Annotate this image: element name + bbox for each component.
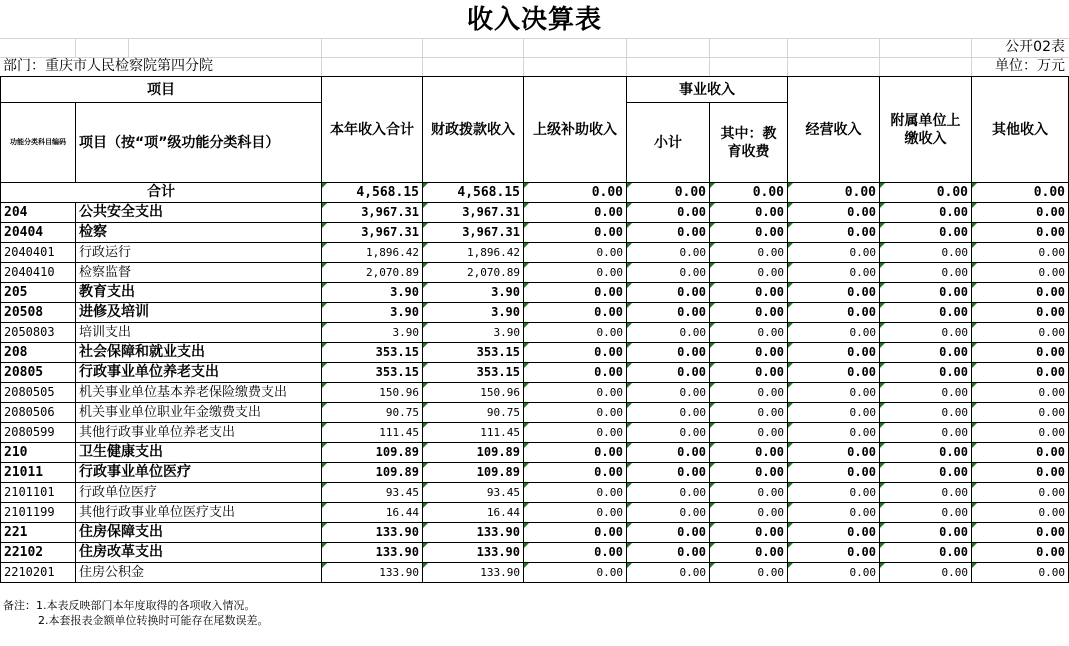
row-value: 2,070.89 xyxy=(322,263,423,283)
row-name: 行政运行 xyxy=(76,243,322,263)
row-value: 0.00 xyxy=(880,463,972,483)
row-value: 0.00 xyxy=(524,363,627,383)
row-value: 0.00 xyxy=(880,223,972,243)
row-value: 353.15 xyxy=(423,343,524,363)
row-value: 0.00 xyxy=(972,263,1069,283)
row-value: 0.00 xyxy=(627,563,710,583)
row-value: 0.00 xyxy=(880,263,972,283)
row-value: 0.00 xyxy=(788,463,880,483)
note-line-1: 备注：1.本表反映部门本年度取得的各项收入情况。 xyxy=(3,599,256,612)
header-affiliated: 附属单位上缴收入 xyxy=(880,77,972,183)
row-name: 机关事业单位职业年金缴费支出 xyxy=(76,403,322,423)
row-value: 0.00 xyxy=(880,403,972,423)
row-value: 0.00 xyxy=(627,263,710,283)
row-value: 0.00 xyxy=(710,483,788,503)
header-total-income: 本年收入合计 xyxy=(322,77,423,183)
table-row xyxy=(1,443,1069,463)
table-row xyxy=(1,343,1069,363)
row-name: 住房公积金 xyxy=(76,563,322,583)
row-code: 2101199 xyxy=(1,503,76,523)
row-value: 0.00 xyxy=(627,363,710,383)
row-name: 其他行政事业单位养老支出 xyxy=(76,423,322,443)
row-code: 210 xyxy=(1,443,76,463)
row-value: 93.45 xyxy=(322,483,423,503)
table-row xyxy=(1,403,1069,423)
sheet-gridline xyxy=(971,38,972,76)
row-value: 0.00 xyxy=(972,363,1069,383)
row-value: 133.90 xyxy=(423,543,524,563)
row-value: 109.89 xyxy=(322,443,423,463)
row-value: 0.00 xyxy=(524,223,627,243)
row-value: 0.00 xyxy=(710,283,788,303)
row-value: 2,070.89 xyxy=(423,263,524,283)
row-value: 353.15 xyxy=(423,363,524,383)
row-value: 0.00 xyxy=(788,263,880,283)
row-code: 2080599 xyxy=(1,423,76,443)
row-value: 0.00 xyxy=(524,243,627,263)
row-value: 133.90 xyxy=(423,523,524,543)
row-value: 0.00 xyxy=(972,543,1069,563)
row-value: 0.00 xyxy=(788,563,880,583)
table-row xyxy=(1,463,1069,483)
table-row xyxy=(1,303,1069,323)
row-value: 109.89 xyxy=(423,443,524,463)
row-value: 90.75 xyxy=(423,403,524,423)
row-value: 0.00 xyxy=(524,203,627,223)
table-row xyxy=(1,243,1069,263)
row-value: 0.00 xyxy=(524,563,627,583)
row-value: 353.15 xyxy=(322,363,423,383)
row-code: 2050803 xyxy=(1,323,76,343)
sheet-gridline xyxy=(0,38,1069,39)
row-value: 0.00 xyxy=(788,383,880,403)
row-value: 0.00 xyxy=(880,563,972,583)
row-code: 208 xyxy=(1,343,76,363)
total-cell: 0.00 xyxy=(627,183,710,203)
row-value: 0.00 xyxy=(972,303,1069,323)
row-value: 0.00 xyxy=(880,383,972,403)
row-value: 133.90 xyxy=(423,563,524,583)
row-value: 16.44 xyxy=(322,503,423,523)
row-value: 0.00 xyxy=(788,323,880,343)
row-value: 0.00 xyxy=(972,443,1069,463)
row-value: 0.00 xyxy=(788,343,880,363)
row-value: 133.90 xyxy=(322,523,423,543)
row-value: 0.00 xyxy=(710,423,788,443)
row-value: 0.00 xyxy=(627,523,710,543)
row-value: 0.00 xyxy=(880,503,972,523)
row-value: 0.00 xyxy=(524,523,627,543)
table-row xyxy=(1,383,1069,403)
row-value: 109.89 xyxy=(322,463,423,483)
table-row xyxy=(1,203,1069,223)
row-name: 培训支出 xyxy=(76,323,322,343)
sheet-gridline xyxy=(422,38,423,76)
row-value: 3.90 xyxy=(322,303,423,323)
row-value: 0.00 xyxy=(710,243,788,263)
row-value: 3.90 xyxy=(423,323,524,343)
department-label: 部门：重庆市人民检察院第四分院 xyxy=(3,58,213,74)
row-value: 0.00 xyxy=(880,323,972,343)
total-cell: 0.00 xyxy=(788,183,880,203)
row-value: 3.90 xyxy=(322,283,423,303)
table-row xyxy=(1,263,1069,283)
row-value: 0.00 xyxy=(524,483,627,503)
row-value: 0.00 xyxy=(788,483,880,503)
row-value: 0.00 xyxy=(788,443,880,463)
table-row xyxy=(1,423,1069,443)
row-value: 1,896.42 xyxy=(322,243,423,263)
row-value: 0.00 xyxy=(524,383,627,403)
row-code: 2080506 xyxy=(1,403,76,423)
row-value: 0.00 xyxy=(627,243,710,263)
row-value: 0.00 xyxy=(972,243,1069,263)
row-name: 卫生健康支出 xyxy=(76,443,322,463)
row-value: 0.00 xyxy=(880,483,972,503)
row-code: 20508 xyxy=(1,303,76,323)
row-value: 0.00 xyxy=(788,303,880,323)
row-value: 0.00 xyxy=(788,503,880,523)
row-value: 0.00 xyxy=(880,203,972,223)
row-value: 111.45 xyxy=(423,423,524,443)
row-value: 0.00 xyxy=(627,203,710,223)
notes xyxy=(3,598,269,628)
row-value: 0.00 xyxy=(972,383,1069,403)
row-name: 检察 xyxy=(76,223,322,243)
row-code: 21011 xyxy=(1,463,76,483)
row-code: 22102 xyxy=(1,543,76,563)
row-value: 0.00 xyxy=(710,323,788,343)
row-value: 3.90 xyxy=(423,283,524,303)
row-value: 0.00 xyxy=(972,323,1069,343)
row-value: 90.75 xyxy=(322,403,423,423)
row-value: 353.15 xyxy=(322,343,423,363)
total-label: 合计 xyxy=(1,183,322,203)
row-value: 0.00 xyxy=(972,403,1069,423)
row-value: 0.00 xyxy=(627,403,710,423)
income-table xyxy=(0,76,1069,583)
row-value: 109.89 xyxy=(423,463,524,483)
row-value: 111.45 xyxy=(322,423,423,443)
row-value: 0.00 xyxy=(788,243,880,263)
sheet-gridline xyxy=(787,38,788,76)
sheet-gridline xyxy=(709,38,710,76)
row-value: 0.00 xyxy=(880,363,972,383)
row-value: 3,967.31 xyxy=(322,203,423,223)
row-name: 教育支出 xyxy=(76,283,322,303)
header-education: 其中：教育收费 xyxy=(710,103,788,183)
row-value: 0.00 xyxy=(788,363,880,383)
row-value: 0.00 xyxy=(880,283,972,303)
row-value: 0.00 xyxy=(627,543,710,563)
row-value: 0.00 xyxy=(788,543,880,563)
row-value: 0.00 xyxy=(710,563,788,583)
row-value: 0.00 xyxy=(710,223,788,243)
row-value: 0.00 xyxy=(524,283,627,303)
table-row xyxy=(1,223,1069,243)
total-cell: 0.00 xyxy=(972,183,1069,203)
row-code: 2040401 xyxy=(1,243,76,263)
row-value: 0.00 xyxy=(627,343,710,363)
row-value: 0.00 xyxy=(627,303,710,323)
sheet-gridline xyxy=(626,38,627,76)
row-value: 0.00 xyxy=(880,423,972,443)
row-value: 0.00 xyxy=(710,403,788,423)
row-value: 0.00 xyxy=(788,523,880,543)
table-row xyxy=(1,523,1069,543)
header-project: 项目 xyxy=(1,77,322,103)
row-value: 3.90 xyxy=(423,303,524,323)
table-row xyxy=(1,483,1069,503)
row-code: 20805 xyxy=(1,363,76,383)
row-value: 0.00 xyxy=(627,323,710,343)
row-value: 0.00 xyxy=(627,223,710,243)
row-value: 0.00 xyxy=(710,383,788,403)
row-value: 0.00 xyxy=(710,263,788,283)
row-value: 0.00 xyxy=(972,223,1069,243)
header-superior: 上级补助收入 xyxy=(524,77,627,183)
row-value: 0.00 xyxy=(972,523,1069,543)
row-value: 0.00 xyxy=(627,483,710,503)
row-code: 221 xyxy=(1,523,76,543)
table-row xyxy=(1,543,1069,563)
row-value: 0.00 xyxy=(788,203,880,223)
row-value: 150.96 xyxy=(322,383,423,403)
sheet-gridline xyxy=(321,38,322,76)
row-value: 0.00 xyxy=(880,303,972,323)
sheet-gridline xyxy=(523,38,524,76)
row-value: 0.00 xyxy=(788,283,880,303)
row-value: 3,967.31 xyxy=(322,223,423,243)
row-value: 16.44 xyxy=(423,503,524,523)
row-value: 0.00 xyxy=(880,543,972,563)
total-cell: 0.00 xyxy=(880,183,972,203)
row-code: 2101101 xyxy=(1,483,76,503)
row-value: 0.00 xyxy=(524,503,627,523)
table-row xyxy=(1,503,1069,523)
row-value: 0.00 xyxy=(524,403,627,423)
row-value: 0.00 xyxy=(972,423,1069,443)
row-name: 其他行政事业单位医疗支出 xyxy=(76,503,322,523)
row-value: 0.00 xyxy=(788,223,880,243)
header-fiscal: 财政拨款收入 xyxy=(423,77,524,183)
row-value: 0.00 xyxy=(710,463,788,483)
header-name: 项目（按“项”级功能分类科目） xyxy=(76,103,322,183)
row-value: 3,967.31 xyxy=(423,203,524,223)
row-value: 1,896.42 xyxy=(423,243,524,263)
row-value: 0.00 xyxy=(710,343,788,363)
row-value: 0.00 xyxy=(880,343,972,363)
row-name: 社会保障和就业支出 xyxy=(76,343,322,363)
table-row xyxy=(1,283,1069,303)
row-value: 0.00 xyxy=(710,523,788,543)
row-value: 0.00 xyxy=(627,283,710,303)
total-cell: 0.00 xyxy=(524,183,627,203)
header-code: 功能分类科目编码 xyxy=(1,103,76,183)
row-value: 133.90 xyxy=(322,543,423,563)
row-value: 150.96 xyxy=(423,383,524,403)
sheet-gridline xyxy=(75,38,76,57)
row-value: 0.00 xyxy=(880,243,972,263)
row-value: 0.00 xyxy=(524,423,627,443)
row-code: 204 xyxy=(1,203,76,223)
row-code: 2210201 xyxy=(1,563,76,583)
header-subtotal: 小计 xyxy=(627,103,710,183)
form-number: 公开02表 xyxy=(1005,39,1065,55)
row-name: 公共安全支出 xyxy=(76,203,322,223)
row-value: 0.00 xyxy=(524,463,627,483)
row-value: 3.90 xyxy=(322,323,423,343)
row-value: 0.00 xyxy=(710,503,788,523)
row-code: 2080505 xyxy=(1,383,76,403)
total-cell: 0.00 xyxy=(710,183,788,203)
table-row xyxy=(1,563,1069,583)
unit-label: 单位：万元 xyxy=(995,58,1065,74)
table-row xyxy=(1,323,1069,343)
row-value: 0.00 xyxy=(710,363,788,383)
row-value: 0.00 xyxy=(972,283,1069,303)
row-value: 0.00 xyxy=(524,323,627,343)
row-value: 0.00 xyxy=(627,383,710,403)
row-code: 205 xyxy=(1,283,76,303)
row-value: 0.00 xyxy=(710,543,788,563)
row-name: 住房改革支出 xyxy=(76,543,322,563)
row-value: 0.00 xyxy=(524,543,627,563)
row-code: 2040410 xyxy=(1,263,76,283)
report-title: 收入决算表 xyxy=(466,5,602,35)
row-code: 20404 xyxy=(1,223,76,243)
row-value: 0.00 xyxy=(524,343,627,363)
row-value: 0.00 xyxy=(972,483,1069,503)
row-value: 0.00 xyxy=(627,423,710,443)
row-value: 0.00 xyxy=(788,403,880,423)
table-row xyxy=(1,363,1069,383)
total-cell: 4,568.15 xyxy=(322,183,423,203)
header-operating: 经营收入 xyxy=(788,77,880,183)
row-name: 行政单位医疗 xyxy=(76,483,322,503)
row-value: 0.00 xyxy=(972,563,1069,583)
header-other: 其他收入 xyxy=(972,77,1069,183)
sheet-gridline xyxy=(128,38,129,57)
row-value: 0.00 xyxy=(627,503,710,523)
row-value: 93.45 xyxy=(423,483,524,503)
row-value: 0.00 xyxy=(627,443,710,463)
row-value: 0.00 xyxy=(710,203,788,223)
note-line-2: 2.本套报表金额单位转换时可能存在尾数误差。 xyxy=(38,614,269,627)
row-name: 进修及培训 xyxy=(76,303,322,323)
row-name: 住房保障支出 xyxy=(76,523,322,543)
row-value: 3,967.31 xyxy=(423,223,524,243)
row-name: 行政事业单位养老支出 xyxy=(76,363,322,383)
row-name: 检察监督 xyxy=(76,263,322,283)
row-value: 0.00 xyxy=(972,203,1069,223)
row-value: 0.00 xyxy=(972,343,1069,363)
row-value: 0.00 xyxy=(524,303,627,323)
row-value: 0.00 xyxy=(710,443,788,463)
sheet-gridline xyxy=(879,38,880,76)
row-value: 0.00 xyxy=(972,463,1069,483)
row-value: 0.00 xyxy=(524,263,627,283)
row-value: 0.00 xyxy=(880,443,972,463)
total-cell: 4,568.15 xyxy=(423,183,524,203)
row-value: 0.00 xyxy=(880,523,972,543)
row-value: 133.90 xyxy=(322,563,423,583)
header-business: 事业收入 xyxy=(627,77,788,103)
row-name: 行政事业单位医疗 xyxy=(76,463,322,483)
row-name: 机关事业单位基本养老保险缴费支出 xyxy=(76,383,322,403)
row-value: 0.00 xyxy=(710,303,788,323)
row-value: 0.00 xyxy=(788,423,880,443)
row-value: 0.00 xyxy=(972,503,1069,523)
row-value: 0.00 xyxy=(524,443,627,463)
row-value: 0.00 xyxy=(627,463,710,483)
